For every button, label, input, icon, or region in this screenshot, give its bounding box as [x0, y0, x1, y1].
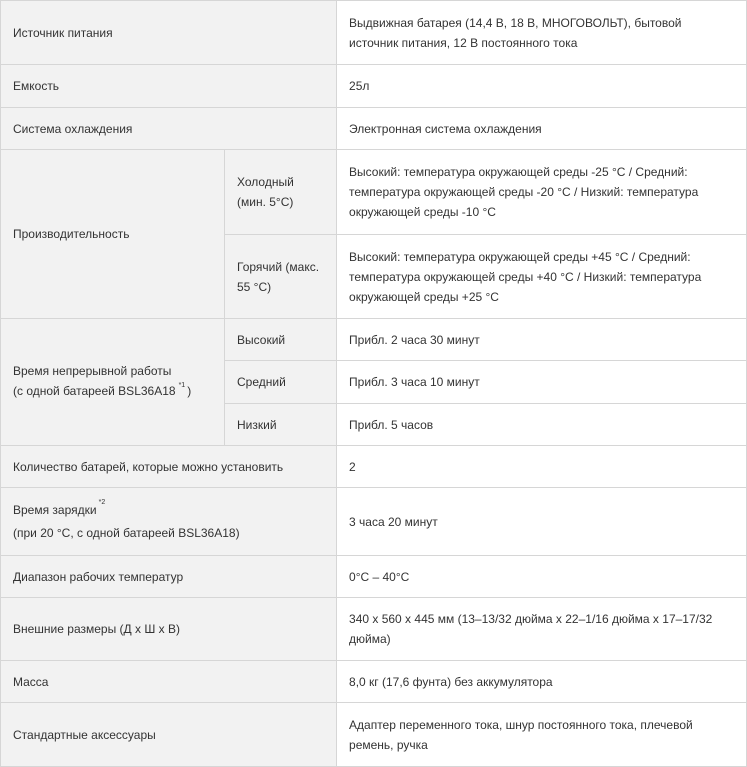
- charge-time-label-line1: Время зарядки: [13, 503, 97, 517]
- performance-cold-value: Высокий: температура окружающей среды -25 °C / Средний: температура окружающей среды -20 °C / Низкий: температура окружающей среды -10 °C: [337, 150, 747, 235]
- weight-value: 8,0 кг (17,6 фунта) без аккумулятора: [337, 661, 747, 703]
- table-row: [1, 446, 747, 488]
- performance-hot-value: Высокий: температура окружающей среды +45 °C / Средний: температура окружающей среды +40 °C / Низкий: температура окружающей среды +25 °C: [337, 235, 747, 319]
- charge-time-value: 3 часа 20 минут: [337, 488, 747, 556]
- capacity-label: Емкость: [1, 65, 337, 108]
- footnote-mark-1: *1: [178, 381, 186, 389]
- runtime-label-line1: Время непрерывной работы: [13, 363, 172, 378]
- runtime-low-value: Прибл. 5 часов: [337, 404, 747, 446]
- footnote-mark-2: *2: [98, 499, 106, 506]
- temp-range-label: Диапазон рабочих температур: [1, 556, 337, 598]
- performance-cold-label: Холодный (мин. 5°C): [225, 150, 337, 235]
- runtime-low-label: Низкий: [225, 404, 337, 446]
- temp-range-value: 0°C – 40°C: [337, 556, 747, 598]
- table-row: [1, 556, 747, 598]
- performance-label: Производительность: [1, 150, 225, 319]
- runtime-high-label: Высокий: [225, 319, 337, 361]
- capacity-value: 25л: [337, 65, 747, 108]
- runtime-label: [1, 319, 225, 446]
- accessories-value: Адаптер переменного тока, шнур постоянного тока, плечевой ремень, ручка: [337, 703, 747, 767]
- dimensions-label: Внешние размеры (Д x Ш x В): [1, 598, 337, 661]
- table-row: [1, 150, 747, 235]
- table-row: [1, 108, 747, 150]
- performance-hot-label: Горячий (макс. 55 °C): [225, 235, 337, 319]
- power-label: Источник питания: [1, 1, 337, 65]
- weight-label: Масса: [1, 661, 337, 703]
- table-row: [1, 488, 747, 556]
- battery-count-label: Количество батарей, которые можно установить: [1, 446, 337, 488]
- runtime-label-line2: (с одной батареей BSL36A18: [13, 383, 176, 398]
- table-row: [1, 65, 747, 108]
- charge-time-label-line2: (при 20 °C, с одной батареей BSL36A18): [13, 526, 240, 540]
- dimensions-value: 340 x 560 x 445 мм (13–13/32 дюйма x 22–1/16 дюйма x 17–17/32 дюйма): [337, 598, 747, 661]
- table-row: [1, 319, 747, 361]
- cooling-value: Электронная система охлаждения: [337, 108, 747, 150]
- cooling-label: Система охлаждения: [1, 108, 337, 150]
- runtime-high-value: Прибл. 2 часа 30 минут: [337, 319, 747, 361]
- table-row: [1, 1, 747, 65]
- runtime-mid-label: Средний: [225, 361, 337, 404]
- runtime-label-close: ): [187, 383, 192, 398]
- table-row: [1, 661, 747, 703]
- runtime-mid-value: Прибл. 3 часа 10 минут: [337, 361, 747, 404]
- battery-count-value: 2: [337, 446, 747, 488]
- table-row: [1, 703, 747, 767]
- table-row: [1, 598, 747, 661]
- accessories-label: Стандартные аксессуары: [1, 703, 337, 767]
- power-value: Выдвижная батарея (14,4 В, 18 В, МНОГОВОЛЬТ), бытовой источник питания, 12 В постоянного тока: [337, 1, 747, 65]
- charge-time-label: [1, 488, 337, 556]
